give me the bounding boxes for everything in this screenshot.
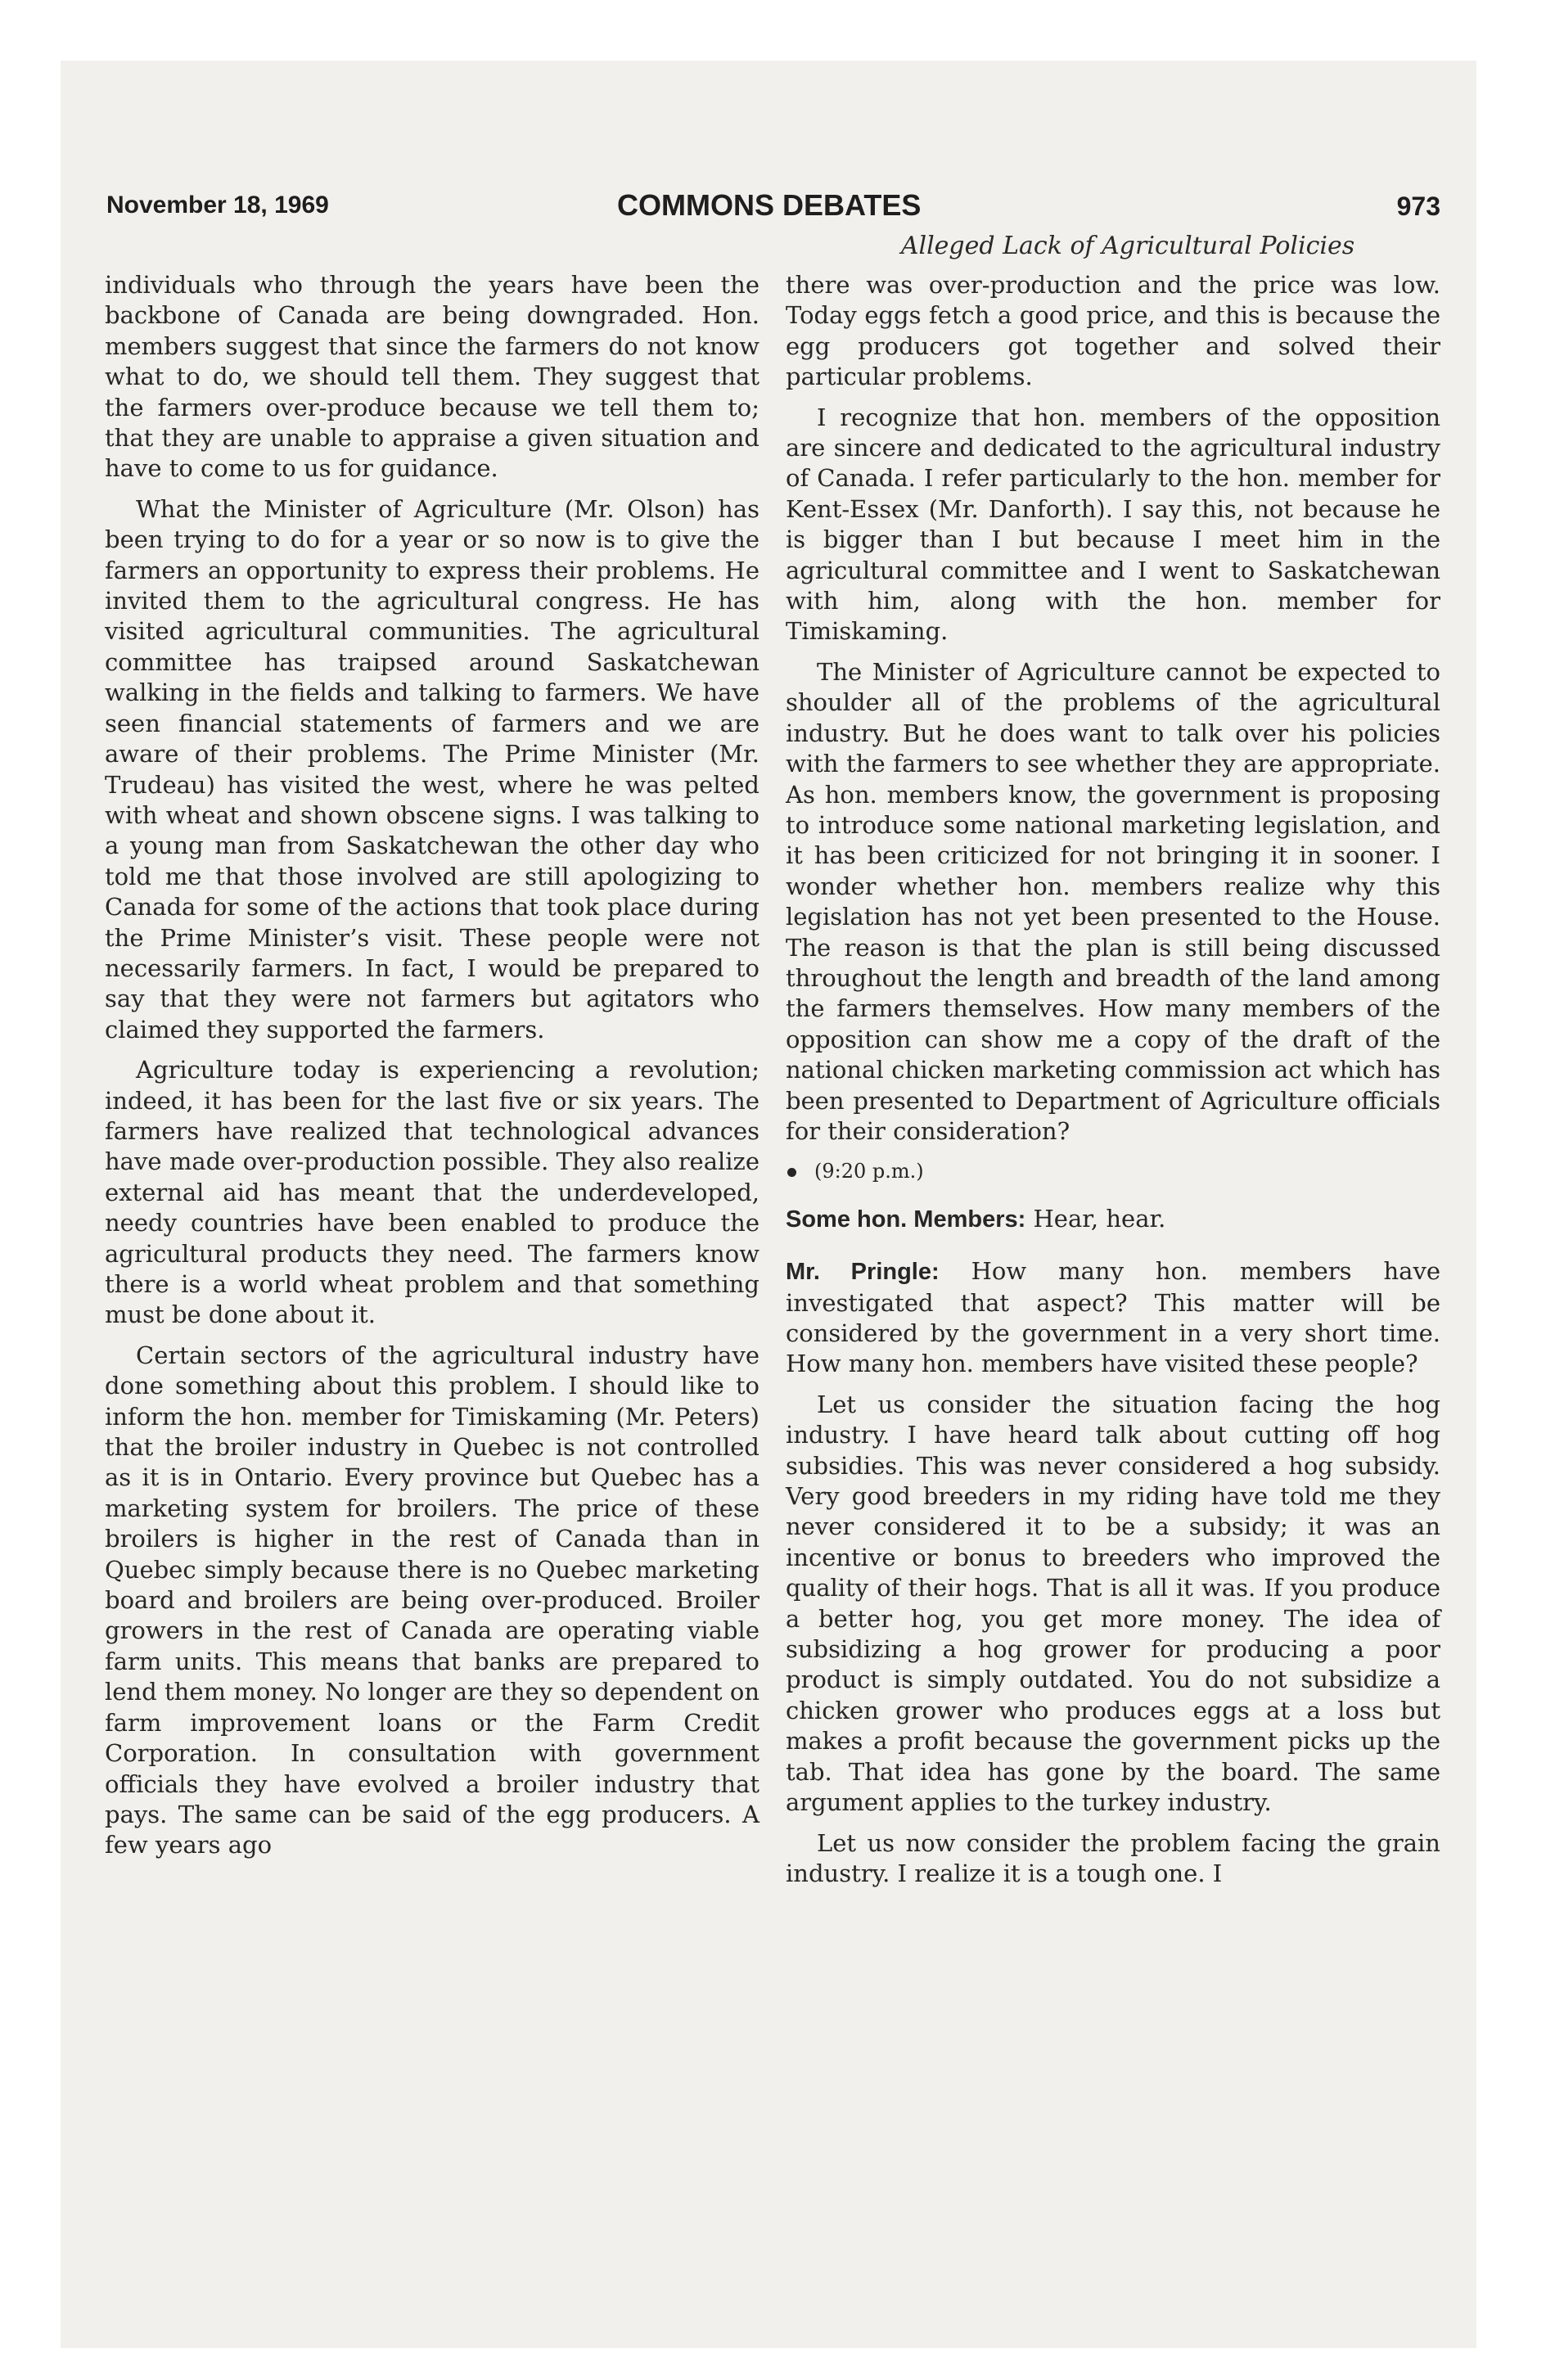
interjection <box>786 1204 1440 1235</box>
timestamp-text: (9:20 p.m.) <box>814 1160 924 1183</box>
paragraph: What the Minister of Agriculture (Mr. Olson) has been trying to do for a year or so now is to give the farmers an opportunity to express their problems. He invited them to the agricultural congress. He has visited agricultural communities. The agricultural committee has traipsed around Saskatchewan walking in the fields and talking to farmers. We have seen financial statements of farmers and we are aware of their problems. The Prime Minister (Mr. Trudeau) has visited the west, where he was pelted with wheat and shown obscene signs. I was talking to a young man from Saskatchewan the other day who told me that those involved are still apologizing to Canada for some of the actions that took place during the Prime Minister’s visit. These people were not necessarily farmers. In fact, I would be prepared to say that they were not farmers but agitators who claimed they supported the farmers. <box>105 494 759 1044</box>
interjection-text: Hear, hear. <box>1033 1204 1166 1233</box>
bullet-icon <box>787 1168 796 1177</box>
paragraph: Certain sectors of the agricultural industry have done something about this problem. I should like to inform the hon. member for Timiskaming (Mr. Peters) that the broiler industry in Quebec is not controlled as it is in Ontario. Every province but Quebec has a marketing system for broilers. The price of these broilers is higher in the rest of Canada than in Quebec simply because there is no Quebec marketing board and broilers are being over-produced. Broiler growers in the rest of Canada are operating viable farm units. This means that banks are prepared to lend them money. No longer are they so dependent on farm improvement loans or the Farm Credit Corporation. In consultation with government officials they have evolved a broiler industry that pays. The same can be said of the egg producers. A few years ago <box>105 1341 759 1859</box>
page-number: 973 <box>1396 192 1440 221</box>
paragraph: Let us now consider the problem facing the grain industry. I realize it is a tough one. I <box>786 1828 1440 1887</box>
speech <box>786 1256 1440 1380</box>
paragraph: I recognize that hon. members of the opposition are sincere and dedicated to the agricultural industry of Canada. I refer particularly to the hon. member for Kent-Essex (Mr. Danforth). I say this, not because he is bigger than I but because I meet him in the agricultural committee and I went to Saskatchewan with him, along with the hon. member for Timiskaming. <box>786 403 1440 646</box>
paragraph: Agriculture today is experiencing a revolution; indeed, it has been for the last five or six years. The farmers have realized that technological advances have made over-production possible. They also realize external aid has meant that the underdeveloped, needy countries have been enabled to produce the agricultural products they need. The farmers know there is a world wheat problem and that something must be done about it. <box>105 1056 759 1329</box>
speech-text: How many hon. members have investigated that aspect? This matter will be considered by the government in a very short time. How many hon. members have visited these people? <box>786 1257 1440 1378</box>
timestamp <box>786 1156 1440 1187</box>
running-head: Alleged Lack of Agricultural Policies <box>900 232 1355 260</box>
header-title: COMMONS DEBATES <box>617 188 922 222</box>
paragraph: there was over-production and the price was low. Today eggs fetch a good price, and this is because the egg producers got together and solved their particular problems. <box>786 271 1440 391</box>
paragraph: individuals who through the years have been the backbone of Canada are being downgraded. Hon. members suggest that since the farmers do not know what to do, we should tell them. They suggest that the farmers over-produce because we tell them to; that they are unable to appraise a given situation and have to come to us for guidance. <box>105 271 759 483</box>
right-column <box>786 270 1440 1899</box>
page-header <box>106 188 1440 232</box>
speaker-name: Some hon. Members: <box>786 1206 1026 1233</box>
paragraph: Let us consider the situation facing the hog industry. I have heard talk about cutting off hog subsidies. This was never considered a hog subsidy. Very good breeders in my riding have told me they never considered it to be a subsidy; it was an incentive or bonus to breeders who improved the quality of their hogs. That is all it was. If you produce a better hog, you get more money. The idea of subsidizing a hog grower for producing a poor product is simply outdated. You do not subsidize a chicken grower who produces eggs at a loss but makes a profit because the government picks up the tab. That idea has gone by the board. The same argument applies to the turkey industry. <box>786 1390 1440 1817</box>
paragraph: The Minister of Agriculture cannot be expected to shoulder all of the problems of the agricultural industry. But he does want to talk over his policies with the farmers to see whether they are appropriate. As hon. members know, the government is proposing to introduce some national marketing legislation, and it has been criticized for not bringing it in sooner. I wonder whether hon. members realize why this legislation has not yet been presented to the House. The reason is that the plan is still being discussed throughout the length and breadth of the land among the farmers themselves. How many members of the opposition can show me a copy of the draft of the national chicken marketing commission act which has been presented to Department of Agriculture officials for their consideration? <box>786 657 1440 1145</box>
left-column <box>105 270 759 1871</box>
header-date: November 18, 1969 <box>106 192 329 219</box>
speaker-name: Mr. Pringle: <box>786 1259 940 1286</box>
